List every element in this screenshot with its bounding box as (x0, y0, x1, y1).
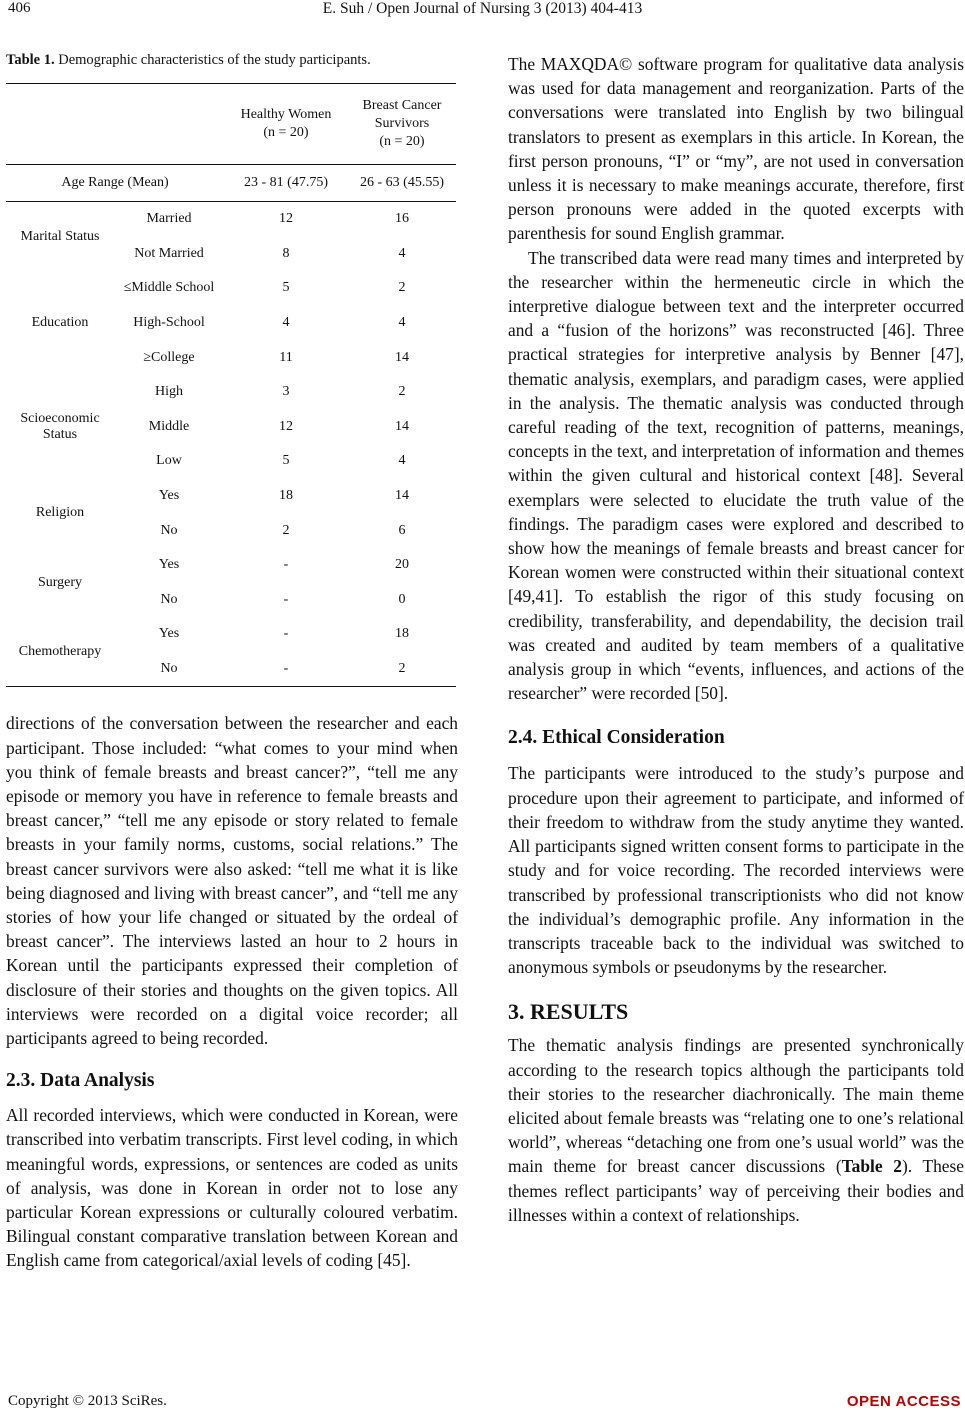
healthy-cell: 4 (282, 315, 290, 331)
bcs-cell: 14 (395, 488, 409, 504)
footer-copyright: Copyright © 2013 SciRes. (8, 1393, 167, 1409)
table-reference: Table 2 (841, 1156, 902, 1177)
body-paragraph: The MAXQDA© software program for qualitative data analysis was used for data management and reorganization. Parts of the conversations were translated into English by two bilingual translators to present as exemplars in this article. In Korean, the first person pronouns, “I” or “my”, are not used in conversation unless it is necessary to make meanings accurate, therefore, first person pronouns were added in the quoted excerpts with parenthesis for sound English grammar. (508, 54, 964, 244)
header-blank (6, 84, 114, 165)
healthy-cell: 12 (279, 211, 293, 227)
level-cell: ≤Middle School (123, 280, 215, 296)
healthy-cell: 3 (282, 384, 290, 400)
bcs-cell: 2 (398, 384, 406, 400)
header-breast-cancer-survivors: Breast Cancer Survivors (n = 20) (362, 98, 442, 149)
healthy-cell: 8 (282, 245, 290, 261)
group-label-religion: Religion (35, 505, 85, 521)
level-cell: Yes (158, 488, 180, 504)
left-column (6, 52, 458, 1273)
age-healthy: 23 - 81 (47.75) (224, 165, 348, 202)
healthy-cell: 5 (282, 453, 290, 469)
level-cell: High (155, 384, 183, 400)
level-cell: No (160, 591, 178, 607)
body-paragraph: The transcribed data were read many times and interpreted by the researcher within the hermeneutic circle in which the interpretive dialogue between text and the interpreter occurred and a “fusion of the horizons” was reconstructed [46]. Three practical strategies for interpretive analysis by Benner [47], thematic analysis, exemplars, and paradigm cases, were applied in the analysis. The thematic analysis was conducted through careful reading of the text, recognition of patterns, meanings, concepts in the text, and interpretation of information and themes within the given cultural and historical context [48]. Several exemplars were selected to elucidate the truth value of the findings. The paradigm cases were explored and described to show how the meanings of female breasts and breast cancer for Korean women were constructed within their situational context [49,41]. To establish the rigor of this study focusing on credibility, transferability, and dependability, the decision trail was created and audited by team members of a qualitative analysis group in which “events, influences, and actions of the researcher” were recorded [50]. (508, 247, 964, 704)
bcs-cell: 0 (398, 591, 406, 607)
page-number: 406 (8, 0, 31, 16)
table-row (6, 202, 456, 237)
table-row (6, 617, 456, 652)
bcs-cell: 2 (398, 280, 406, 296)
table-row (6, 479, 456, 514)
age-bcs: 26 - 63 (45.55) (348, 165, 456, 202)
header-blank (114, 84, 224, 165)
level-cell: Yes (158, 626, 180, 642)
healthy-cell: - (283, 557, 289, 573)
healthy-cell: 5 (282, 280, 290, 296)
group-label-chemotherapy: Chemotherapy (6, 617, 114, 687)
level-cell: High-School (133, 315, 205, 331)
group-label-marital: Marital Status (20, 228, 100, 244)
table-label: Table 1. (6, 52, 55, 68)
level-cell: Middle (148, 418, 190, 434)
healthy-cell: 12 (279, 418, 293, 434)
level-cell: Married (146, 211, 192, 227)
level-cell: ≥College (143, 349, 195, 365)
healthy-cell: 11 (279, 349, 293, 365)
healthy-cell: - (283, 591, 289, 607)
group-label-surgery: Surgery (37, 574, 83, 590)
table-row (6, 548, 456, 583)
table-row (6, 165, 456, 202)
level-cell: Not Married (134, 245, 204, 261)
bcs-cell: 14 (395, 418, 409, 434)
header-healthy-women: Healthy Women (n = 20) (240, 107, 332, 140)
group-label-socioeconomic: Scioeconomic Status (20, 410, 100, 442)
demographics-table (6, 83, 456, 687)
running-header: E. Suh / Open Journal of Nursing 3 (2013) 404-413 (322, 0, 643, 17)
bcs-cell: 4 (398, 245, 406, 261)
footer-open-access: OPEN ACCESS (846, 1393, 961, 1410)
group-label-education: Education (31, 315, 89, 331)
body-paragraph: directions of the conversation between the researcher and each participant. Those included: “what comes to your mind when you think of female breasts and breast cancer?”, “tell me any episode or memory you have in reference to female breasts and breast cancer,” “tell me any episode or story related to female breasts in your family norms, customs, social relations.” The breast cancer survivors were also asked: “tell me what it is like being diagnosed and living with breast cancer”, and “tell me any stories of how your life changed or situated by the ordeal of breast cancer”. The interviews lasted an hour to 2 hours in Korean until the participants expressed their completion of disclosure of their stories and thoughts on the given topics. All interviews were recorded on a digital voice recorder; all participants agreed to being recorded. (6, 713, 458, 1048)
level-cell: No (114, 652, 224, 687)
table-caption-text: Demographic characteristics of the study participants. (54, 52, 371, 68)
healthy-cell: 18 (279, 488, 293, 504)
table-row (6, 271, 456, 306)
age-label: Age Range (Mean) (6, 165, 224, 202)
section-heading-data-analysis: 2.3. Data Analysis (6, 1070, 155, 1092)
table-caption (6, 52, 458, 69)
bcs-cell: 14 (395, 349, 409, 365)
level-cell: No (160, 522, 178, 538)
bcs-cell: 18 (395, 626, 409, 642)
bcs-cell: 16 (395, 211, 409, 227)
bcs-cell: 4 (398, 315, 406, 331)
level-cell: Yes (158, 557, 180, 573)
body-paragraph: The participants were introduced to the study’s purpose and procedure upon their agreement to participate, and informed of their freedom to withdraw from the study anytime they wanted. All participants signed written consent forms to participate in the study and for voice recording. The recorded interviews were transcribed by professional transcriptionists who did not know the individual’s demographic profile. Any information in the transcripts traceable back to the individual was switched to anonymous symbols or pseudonyms by the researcher. (508, 763, 964, 978)
section-heading-results: 3. RESULTS (508, 999, 629, 1025)
healthy-cell: - (224, 652, 348, 687)
bcs-cell: 2 (348, 652, 456, 687)
level-cell: Low (156, 453, 182, 469)
body-paragraph: The thematic analysis findings are presented synchronically according to the research topics although the participants told their stories to the researcher diachronically. The main theme elicited about female breasts was “relating one to one’s relational world”, whereas “detaching one from one’s usual world” was the main theme for breast cancer discussions (Table 2). These themes reflect participants’ way of perceiving their bodies and illnesses within a context of relationships. (508, 1035, 964, 1225)
table-row (6, 375, 456, 410)
bcs-cell: 4 (398, 453, 406, 469)
bcs-cell: 20 (395, 557, 409, 573)
bcs-cell: 6 (398, 522, 406, 538)
healthy-cell: - (283, 626, 289, 642)
right-column (508, 52, 964, 1227)
section-heading-ethical: 2.4. Ethical Consideration (508, 727, 725, 749)
body-paragraph: All recorded interviews, which were conducted in Korean, were transcribed into verbatim transcripts. First level coding, in which meaningful words, expressions, or sentences are coded as units of analysis, was done in Korean in order not to lose any particular Korean expressions or culturally coloured verbatim. Bilingual constant comparative translation between Korean and English came from categorical/axial levels of coding [45]. (6, 1105, 458, 1271)
healthy-cell: 2 (282, 522, 290, 538)
